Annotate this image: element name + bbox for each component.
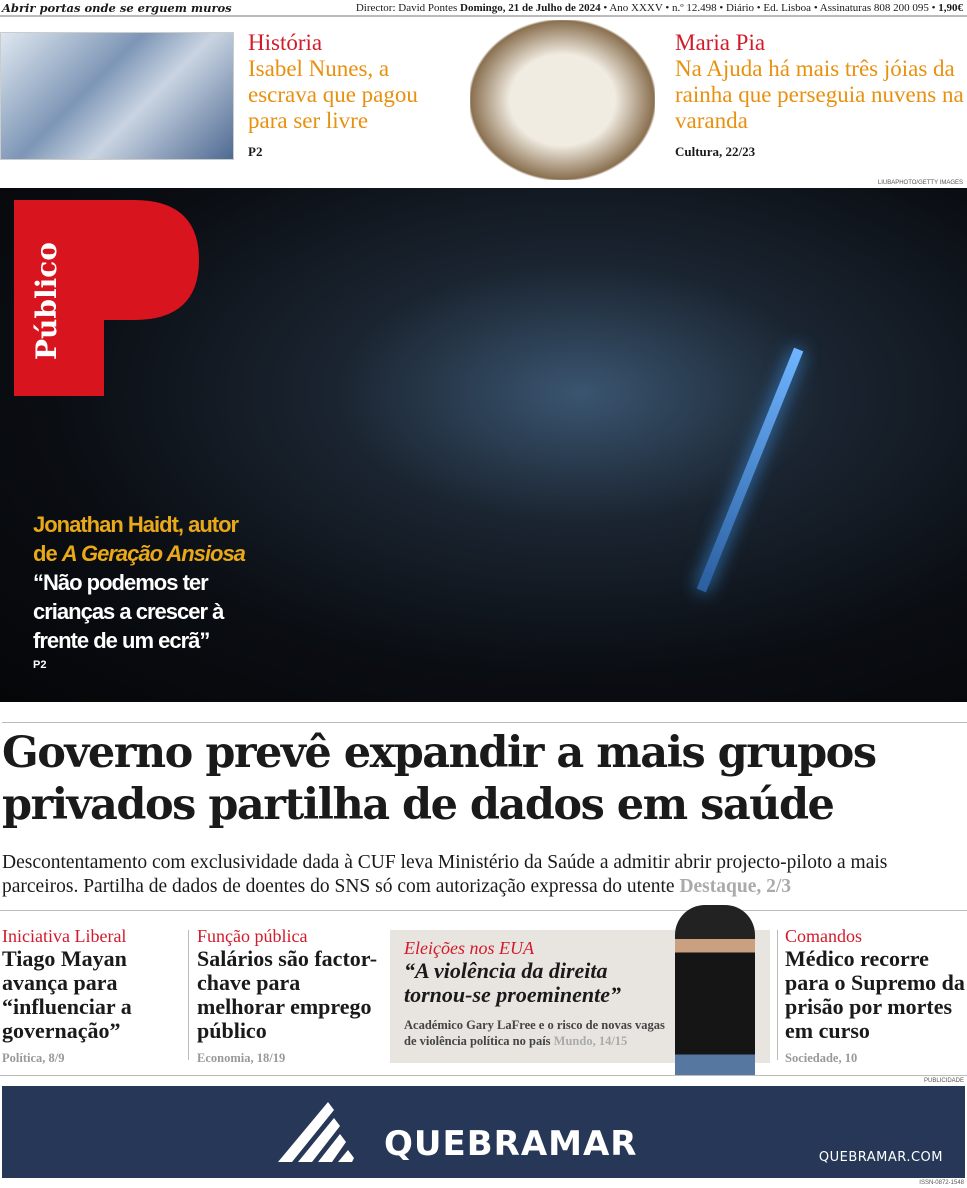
story-ref: Mundo, 14/15: [553, 1034, 628, 1048]
feature-ref: P2: [33, 659, 47, 671]
lead-ref: Destaque, 2/3: [679, 876, 792, 897]
story-funcao-publica[interactable]: [197, 926, 382, 1066]
lead-summary-text: Descontentamento com exclusividade dada à CUF leva Ministério da Saúde a admitir abrir projecto-piloto a mais parceiros. Partilha de dados de doentes do SNS só com autorização expressa do utente: [2, 852, 888, 897]
teaser-historia[interactable]: [248, 30, 463, 160]
story-ref: Economia, 18/19: [197, 1051, 286, 1065]
teaser-ref: Cultura, 22/23: [675, 144, 756, 159]
story-headline: Salários são factor-chave para melhorar emprego público: [197, 946, 378, 1043]
quebramar-logo-icon: [278, 1100, 368, 1164]
lead-headline[interactable]: Governo prevê expandir a mais grupos privados partilha de dados em saúde: [2, 722, 967, 831]
story-iniciativa-liberal[interactable]: [2, 926, 182, 1066]
issue-details: • Ano XXXV • n.º 12.498 • Diário • Ed. Lisboa • Assinaturas 808 200 095 •: [603, 2, 936, 14]
issue-info: [356, 2, 963, 14]
feature-book-title: A Geração Ansiosa: [61, 541, 245, 566]
ad-url[interactable]: QUEBRAMAR.COM: [818, 1150, 943, 1165]
feature-kicker: Jonathan Haidt, autor: [33, 512, 239, 537]
story-headline: Tiago Mayan avança para “influenciar a governação”: [2, 946, 132, 1043]
teaser-maria-pia[interactable]: [675, 30, 967, 160]
feature-kicker-prefix: de: [33, 541, 62, 566]
ad-brand: QUEBRAMAR: [384, 1124, 638, 1164]
feature-quote: “Não podemos ter crianças a crescer à frente de um ecrã”: [33, 570, 224, 653]
story-eleicoes-eua[interactable]: [404, 938, 669, 1049]
teaser-kicker: Maria Pia: [675, 30, 766, 55]
quebramar-ad[interactable]: [2, 1086, 965, 1178]
story-headline: Médico recorre para o Supremo da prisão por mortes em curso: [785, 946, 965, 1043]
divider: [188, 930, 189, 1060]
publico-logo[interactable]: [14, 200, 204, 400]
story-kicker: Função pública: [197, 926, 308, 946]
story-kicker: Comandos: [785, 926, 863, 946]
divider: [0, 910, 967, 911]
feature-story[interactable]: [33, 510, 245, 675]
teaser-kicker: História: [248, 30, 323, 55]
date: Domingo, 21 de Julho de 2024: [460, 2, 601, 14]
lead-summary: [2, 851, 967, 899]
photo-credit: LIUBAPHOTO/GETTY IMAGES: [877, 180, 963, 186]
story-kicker: Iniciativa Liberal: [2, 926, 127, 946]
story-headline: “A violência da direita tornou-se proeminente”: [404, 958, 621, 1007]
divider: [0, 1075, 967, 1076]
teaser-headline: Isabel Nunes, a escrava que pagou para ser livre: [248, 56, 418, 133]
masthead-bar: [0, 0, 967, 17]
story-kicker: Eleições nos EUA: [404, 938, 534, 958]
teaser-ref: P2: [248, 144, 263, 159]
jewellery-image: [470, 20, 655, 180]
masked-man-image: [675, 905, 755, 1075]
ad-label: PUBLICIDADE: [923, 1078, 964, 1084]
director: Director: David Pontes: [355, 2, 458, 14]
teaser-headline: Na Ajuda há mais três jóias da rainha que perseguia nuvens na varanda: [675, 56, 964, 133]
logo-name: Público: [30, 242, 63, 360]
divider: [777, 930, 778, 1060]
price: 1,90€: [938, 2, 963, 14]
story-comandos[interactable]: [785, 926, 967, 1066]
story-ref: Sociedade, 10: [785, 1051, 858, 1065]
story-ref: Política, 8/9: [2, 1051, 65, 1065]
motto: Abrir portas onde se erguem muros: [2, 1, 232, 15]
issn: ISSN-0872-1548: [919, 1180, 964, 1186]
tile-image: [0, 32, 234, 160]
story-summary: Académico Gary LaFree e o risco de novas vagas de violência política no país: [404, 1018, 665, 1048]
